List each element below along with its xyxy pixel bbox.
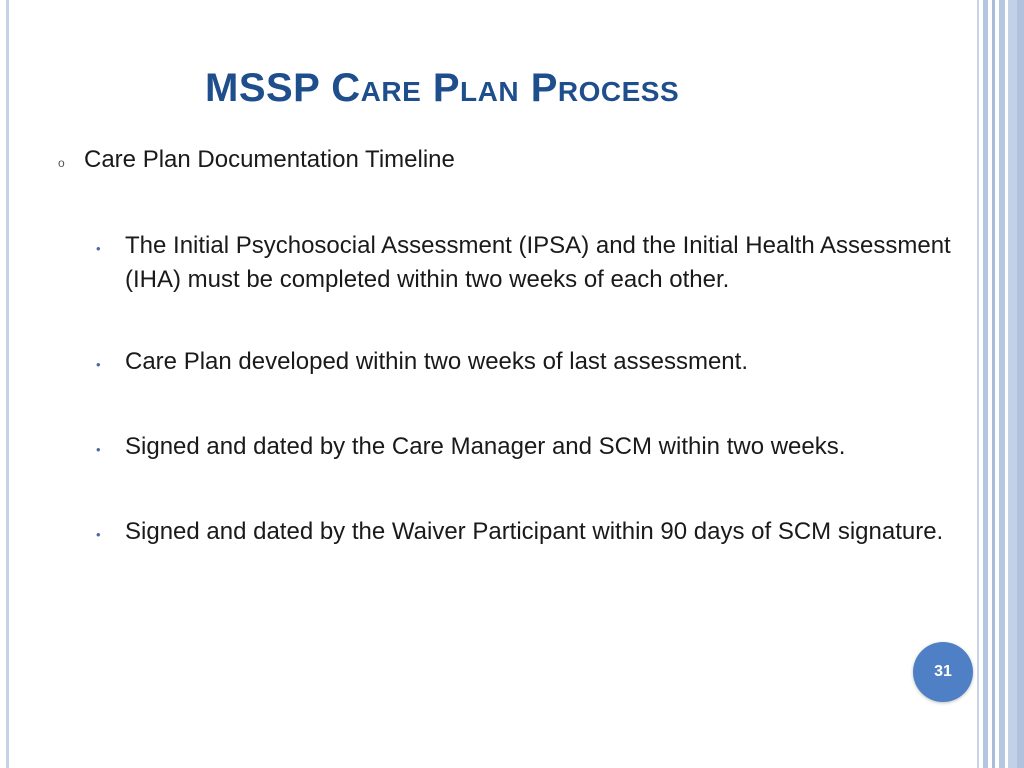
list-item [96, 430, 966, 467]
stripe [1017, 0, 1024, 768]
bullet-dot-icon: • [96, 442, 101, 457]
section-heading: Care Plan Documentation Timeline [84, 146, 455, 173]
left-frame-line [6, 0, 9, 768]
bullet-text: Signed and dated by the Care Manager and SCM within two weeks. [125, 433, 846, 460]
bullet-list [96, 229, 966, 600]
stripe [1008, 0, 1017, 768]
list-item [96, 515, 966, 552]
page-number-badge: 31 [913, 642, 973, 702]
bullet-text: Signed and dated by the Waiver Participant within 90 days of SCM signature. [125, 518, 944, 545]
list-item [96, 345, 966, 382]
bullet-text: Care Plan developed within two weeks of last assessment. [125, 348, 748, 375]
section-heading-row [58, 146, 455, 174]
bullet-dot-icon: • [96, 527, 101, 542]
right-decorative-stripes [977, 0, 1024, 768]
bullet-dot-icon: • [96, 357, 101, 372]
hollow-circle-bullet-icon: o [58, 156, 65, 170]
bullet-dot-icon: • [96, 241, 101, 256]
list-item [96, 229, 966, 297]
slide-title: MSSP Care Plan Process [205, 66, 680, 110]
bullet-text: The Initial Psychosocial Assessment (IPSA) and the Initial Health Assessment (IHA) must be completed within two weeks of each other. [125, 232, 951, 293]
